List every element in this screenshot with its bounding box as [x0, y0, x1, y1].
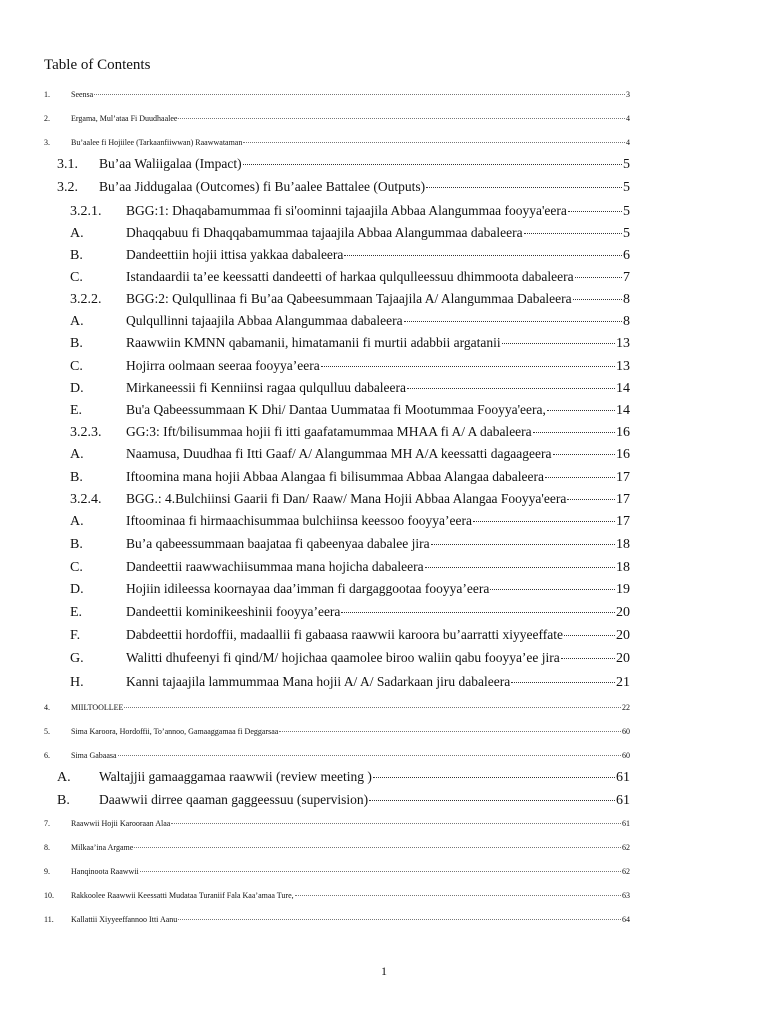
- toc-entry-number: 4.: [44, 703, 50, 712]
- toc-entry-number: C.: [70, 270, 83, 285]
- toc-entry-title: Dabdeettii hordoffii, madaallii fi gabaasa raawwii karoora bu’aarratti xiyyeeffate: [126, 627, 563, 642]
- toc-entry[interactable]: [70, 649, 630, 668]
- toc-entry-title: Raawwiin KMNN qabamanii, himatamanii fi murtii adabbii argatanii: [126, 335, 501, 350]
- toc-dot-leader: [553, 454, 616, 455]
- toc-entry-number: C.: [70, 560, 83, 575]
- toc-entry-title: Sima Karoora, Hordoffii, To’annoo, Gamaaggamaa fi Deggarsaa: [71, 727, 279, 736]
- toc-entry-number: B.: [70, 537, 83, 552]
- toc-entry[interactable]: [70, 445, 630, 464]
- toc-entry-title: Hanqinoota Raawwii: [71, 867, 139, 876]
- toc-entry-title: Milkaa’ina Argame: [71, 843, 134, 852]
- toc-entry-title: Sima Gabaasa: [71, 751, 117, 760]
- toc-entry-number: B.: [57, 793, 70, 808]
- toc-dot-leader: [134, 847, 621, 848]
- toc-dot-leader: [140, 871, 621, 872]
- toc-dot-leader: [243, 142, 625, 143]
- toc-entry-page: 61: [622, 819, 630, 828]
- toc-title: Table of Contents: [44, 57, 151, 73]
- toc-entry-number: A.: [57, 770, 71, 785]
- toc-entry[interactable]: [70, 379, 630, 398]
- toc-entry-title: BGG.: 4.Bulchiinsi Gaarii fi Dan/ Raaw/ Mana Hojii Abbaa Alangaa Fooyya'eera: [126, 491, 567, 506]
- toc-dot-leader: [94, 94, 625, 95]
- toc-entry-title: Qulqullinni tajaajila Abbaa Alangummaa dabaleera: [126, 313, 403, 328]
- toc-entry[interactable]: [70, 224, 630, 243]
- toc-entry-title: Bu’aa Jiddugalaa (Outcomes) fi Bu’aalee Battalee (Outputs): [99, 179, 426, 194]
- toc-entry-page: 64: [622, 915, 630, 924]
- toc-entry-title: Kallattii Xiyyeeffannoo Itti Aanu: [71, 915, 178, 924]
- toc-dot-leader: [473, 521, 615, 522]
- toc-entry-number: B.: [70, 470, 83, 485]
- toc-dot-leader: [547, 410, 615, 411]
- toc-entry-number: B.: [70, 336, 83, 351]
- toc-entry-number: 6.: [44, 751, 50, 760]
- toc-entry-number: 3.2.2.: [70, 292, 102, 307]
- toc-entry-number: A.: [70, 514, 84, 529]
- toc-entry[interactable]: [57, 768, 630, 787]
- toc-entry-title: Dandeettii kominikeeshinii fooyya’eera: [126, 604, 341, 619]
- toc-entry-title: Rakkoolee Raawwii Keessatti Mudataa Turaniif Fala Kaa’amaa Ture,: [71, 891, 294, 900]
- toc-entry-number: F.: [70, 628, 81, 643]
- toc-entry-number: 3.: [44, 138, 50, 147]
- toc-entry[interactable]: [70, 268, 630, 287]
- toc-entry-page: 7: [623, 270, 630, 285]
- toc-dot-leader: [490, 589, 615, 590]
- toc-entry-number: E.: [70, 605, 83, 620]
- toc-dot-leader: [404, 321, 622, 322]
- toc-dot-leader: [425, 567, 615, 568]
- toc-entry-title: Dhaqqabuu fi Dhaqqabamummaa tajaajila Abbaa Alangummaa dabaleera: [126, 225, 523, 240]
- toc-entry-page: 5: [623, 204, 630, 219]
- toc-dot-leader: [426, 187, 622, 188]
- toc-entry-number: 11.: [44, 915, 54, 924]
- toc-dot-leader: [243, 164, 622, 165]
- toc-entry-page: 8: [623, 292, 630, 307]
- toc-entry-page: 60: [622, 727, 630, 736]
- toc-entry[interactable]: [70, 246, 630, 265]
- toc-entry-page: 13: [616, 336, 630, 351]
- toc-entry-page: 62: [622, 867, 630, 876]
- toc-entry-number: B.: [70, 248, 83, 263]
- toc-entry-page: 20: [616, 628, 630, 643]
- toc-entry-number: 1.: [44, 90, 50, 99]
- toc-entry-page: 17: [616, 492, 630, 507]
- toc-entry[interactable]: [70, 202, 630, 221]
- toc-entry-page: 21: [616, 675, 630, 690]
- toc-entry-page: 4: [626, 138, 630, 147]
- toc-entry-title: Bu’aalee fi Hojiilee (Tarkaanfiiwwan) Raawwataman: [71, 138, 243, 147]
- toc-entry[interactable]: [44, 138, 630, 148]
- toc-entry-title: BGG:1: Dhaqabamummaa fi si'oominni tajaajila Abbaa Alangummaa fooyya'eera: [126, 203, 567, 218]
- toc-entry[interactable]: [70, 512, 630, 531]
- toc-dot-leader: [545, 477, 615, 478]
- toc-entry-page: 20: [616, 651, 630, 666]
- toc-entry[interactable]: [70, 535, 630, 554]
- toc-dot-leader: [575, 277, 622, 278]
- toc-entry-title: GG:3: Ift/bilisummaa hojii fi itti gaafatamummaa MHAA fi A/ A dabaleera: [126, 424, 532, 439]
- toc-entry-title: Bu'a Qabeessummaan K Dhi/ Dantaa Uummataa fi Mootummaa Fooyya'eera,: [126, 402, 546, 417]
- toc-dot-leader: [431, 544, 615, 545]
- toc-entry[interactable]: [57, 178, 630, 197]
- toc-entry[interactable]: [44, 891, 630, 901]
- toc-entry-title: Bu’aa Waliigalaa (Impact): [99, 156, 242, 171]
- toc-dot-leader: [178, 118, 625, 119]
- toc-entry-page: 16: [616, 447, 630, 462]
- toc-entry[interactable]: [44, 751, 630, 761]
- toc-entry[interactable]: [70, 334, 630, 353]
- toc-dot-leader: [567, 499, 615, 500]
- toc-dot-leader: [118, 755, 621, 756]
- toc-entry[interactable]: [70, 626, 630, 645]
- page-number: 1: [381, 964, 387, 978]
- toc-entry[interactable]: [70, 580, 630, 599]
- toc-entry[interactable]: [57, 791, 630, 810]
- toc-entry[interactable]: [44, 867, 630, 877]
- toc-dot-leader: [341, 612, 615, 613]
- toc-dot-leader: [533, 432, 615, 433]
- toc-entry-page: 5: [623, 157, 630, 172]
- toc-entry-title: Ergama, Mul’ataa Fi Duudhaalee: [71, 114, 178, 123]
- toc-entry-page: 5: [623, 180, 630, 195]
- toc-entry-number: A.: [70, 226, 84, 241]
- toc-entry-number: E.: [70, 403, 83, 418]
- toc-entry-page: 14: [616, 403, 630, 418]
- toc-entry-title: Walitti dhufeenyi fi qind/M/ hojichaa qaamolee biroo waliin qabu fooyya’ee jira: [126, 650, 560, 665]
- toc-entry-title: Iftoomina mana hojii Abbaa Alangaa fi bilisummaa Abbaa Alangaa dabaleera: [126, 469, 544, 484]
- toc-entry-page: 14: [616, 381, 630, 396]
- toc-entry-number: 8.: [44, 843, 50, 852]
- toc-entry[interactable]: [70, 468, 630, 487]
- toc-entry[interactable]: [44, 915, 630, 925]
- toc-entry[interactable]: [44, 114, 630, 124]
- toc-entry-number: G.: [70, 651, 84, 666]
- toc-entry-page: 6: [623, 248, 630, 263]
- toc-entry-number: 10.: [44, 891, 54, 900]
- toc-entry-page: 61: [616, 770, 630, 785]
- toc-dot-leader: [568, 211, 622, 212]
- toc-entry-title: Istandaardii ta’ee keessatti dandeetti of harkaa qulqulleessuu dhimmoota dabaleera: [126, 269, 574, 284]
- toc-dot-leader: [178, 919, 621, 920]
- toc-entry[interactable]: [44, 843, 630, 853]
- toc-entry-title: Dandeettii raawwachiisummaa mana hojicha dabaleera: [126, 559, 424, 574]
- toc-entry-page: 13: [616, 359, 630, 374]
- toc-entry-page: 18: [616, 560, 630, 575]
- toc-dot-leader: [524, 233, 622, 234]
- toc-entry-title: Daawwii dirree qaaman gaggeessuu (supervision): [99, 792, 369, 807]
- toc-entry[interactable]: [70, 673, 630, 692]
- toc-entry-page: 60: [622, 751, 630, 760]
- toc-dot-leader: [511, 682, 615, 683]
- toc-entry[interactable]: [57, 155, 630, 174]
- toc-entry-number: 3.2.1.: [70, 204, 102, 219]
- toc-dot-leader: [369, 800, 615, 801]
- toc-dot-leader: [321, 366, 615, 367]
- toc-dot-leader: [279, 731, 621, 732]
- toc-entry-number: 3.2.4.: [70, 492, 102, 507]
- toc-entry-page: 18: [616, 537, 630, 552]
- toc-entry[interactable]: [70, 401, 630, 420]
- toc-entry-number: D.: [70, 381, 84, 396]
- toc-entry[interactable]: [44, 727, 630, 737]
- toc-entry-page: 22: [622, 703, 630, 712]
- toc-entry-number: 2.: [44, 114, 50, 123]
- toc-entry[interactable]: [70, 558, 630, 577]
- toc-dot-leader: [124, 707, 621, 708]
- toc-entry[interactable]: [70, 357, 630, 376]
- toc-entry[interactable]: [70, 423, 630, 442]
- toc-entry-title: Seensa: [71, 90, 94, 99]
- toc-entry[interactable]: [44, 703, 630, 713]
- toc-entry-title: Hojiin idileessa koornayaa daa’imman fi dargaggootaa fooyya’eera: [126, 581, 490, 596]
- toc-entry-page: 17: [616, 514, 630, 529]
- toc-entry[interactable]: [70, 290, 630, 309]
- toc-entry-title: Raawwii Hojii Karooraan Alaa: [71, 819, 171, 828]
- toc-entry-number: 5.: [44, 727, 50, 736]
- toc-entry-number: A.: [70, 447, 84, 462]
- toc-entry-number: 7.: [44, 819, 50, 828]
- toc-entry[interactable]: [44, 90, 630, 100]
- toc-entry-page: 19: [616, 582, 630, 597]
- toc-entry-page: 16: [616, 425, 630, 440]
- toc-entry-number: 3.2.3.: [70, 425, 102, 440]
- toc-dot-leader: [407, 388, 615, 389]
- toc-entry-page: 4: [626, 114, 630, 123]
- toc-entry-page: 17: [616, 470, 630, 485]
- toc-entry-number: H.: [70, 675, 84, 690]
- toc-entry-title: Mirkaneessii fi Kenniinsi ragaa qulqulluu dabaleera: [126, 380, 407, 395]
- toc-entry-number: D.: [70, 582, 84, 597]
- toc-entry-title: Dandeettiin hojii ittisa yakkaa dabaleera: [126, 247, 344, 262]
- toc-entry-number: C.: [70, 359, 83, 374]
- toc-entry-number: A.: [70, 314, 84, 329]
- toc-entry-page: 63: [622, 891, 630, 900]
- toc-entry-page: 20: [616, 605, 630, 620]
- toc-dot-leader: [502, 343, 615, 344]
- toc-entry-title: Naamusa, Duudhaa fi Itti Gaaf/ A/ Alangummaa MH A/A keessatti dagaageera: [126, 446, 552, 461]
- toc-entry-title: BGG:2: Qulqullinaa fi Bu’aa Qabeesummaan Tajaajila A/ Alangummaa Dabaleera: [126, 291, 572, 306]
- toc-entry-title: Bu’a qabeessummaan baajataa fi qabeenyaa dabalee jira: [126, 536, 430, 551]
- toc-entry-title: Hojirra oolmaan seeraa fooyya’eera: [126, 358, 320, 373]
- toc-entry-number: 9.: [44, 867, 50, 876]
- toc-entry-title: Waltajjii gamaaggamaa raawwii (review meeting ): [99, 769, 372, 784]
- toc-entry-title: Kanni tajaajila lammummaa Mana hojii A/ A/ Sadarkaan jiru dabaleera: [126, 674, 511, 689]
- toc-entry-page: 5: [623, 226, 630, 241]
- toc-dot-leader: [344, 255, 622, 256]
- toc-dot-leader: [573, 299, 622, 300]
- toc-entry-page: 61: [616, 793, 630, 808]
- toc-entry-number: 3.2.: [57, 180, 78, 195]
- toc-dot-leader: [561, 658, 615, 659]
- toc-dot-leader: [295, 895, 621, 896]
- toc-entry[interactable]: [70, 490, 630, 509]
- toc-entry[interactable]: [44, 819, 630, 829]
- toc-entry-title: Iftoominaa fi hirmaachisummaa bulchiinsa keessoo fooyya’eera: [126, 513, 472, 528]
- toc-entry-page: 8: [623, 314, 630, 329]
- toc-dot-leader: [373, 777, 615, 778]
- toc-entry[interactable]: [70, 603, 630, 622]
- toc-dot-leader: [171, 823, 621, 824]
- toc-entry-number: 3.1.: [57, 157, 78, 172]
- toc-entry-page: 62: [622, 843, 630, 852]
- toc-entry-page: 3: [626, 90, 630, 99]
- toc-entry-title: MIILTOOLLEE: [71, 703, 124, 712]
- toc-entry[interactable]: [70, 312, 630, 331]
- toc-dot-leader: [564, 635, 615, 636]
